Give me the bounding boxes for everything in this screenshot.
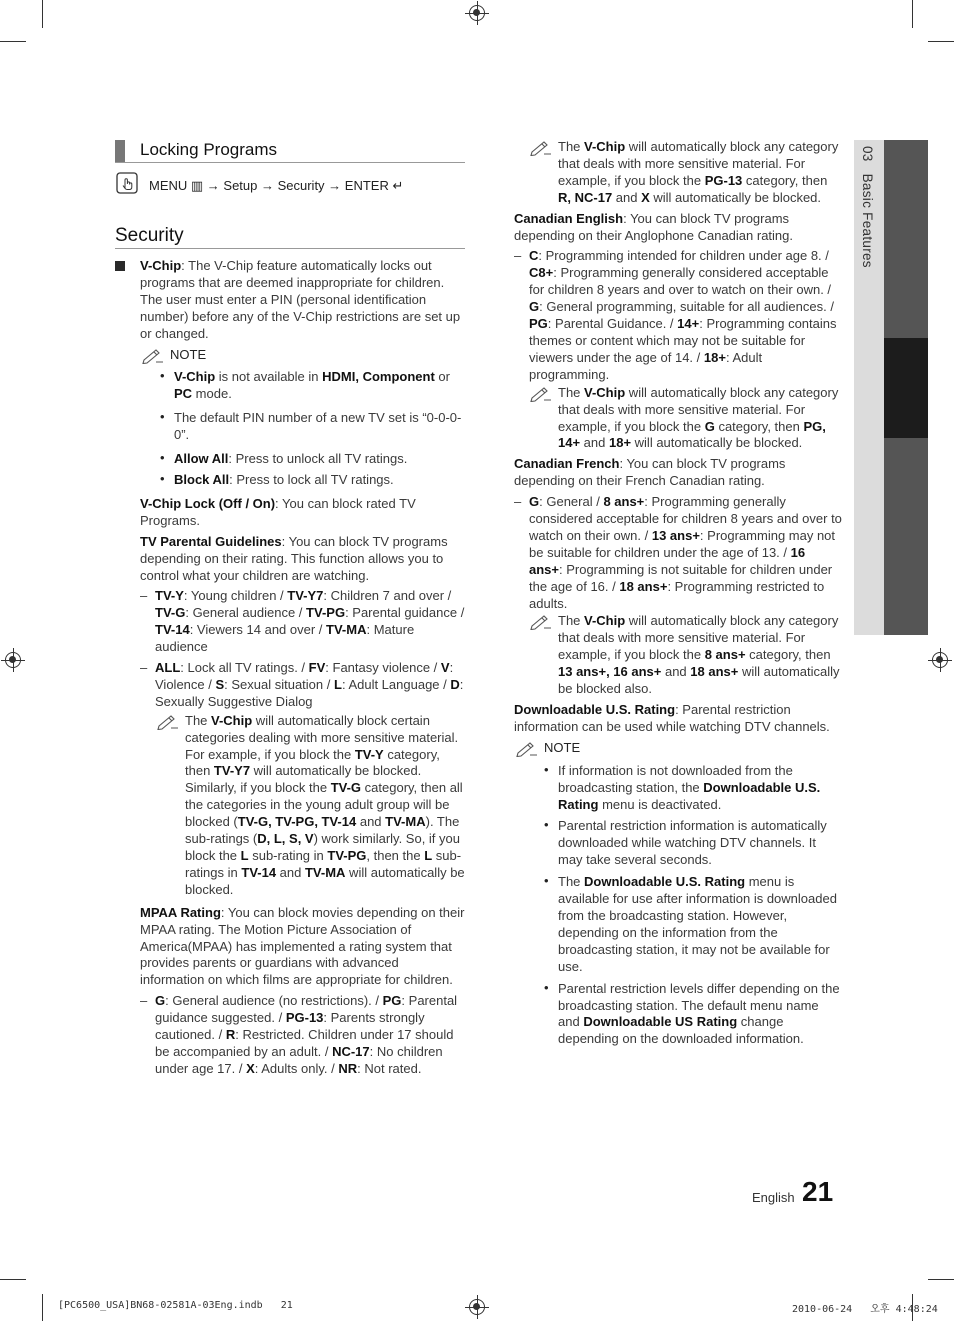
chapter-number: 03 <box>860 146 875 162</box>
canadian-english-note-text: The V-Chip will automatically block any category that deals with more sensitive material. For example, if you block the G category, then PG, 14+ and 18+ will automatically be blocked. <box>558 384 839 451</box>
square-bullet-icon <box>115 261 125 271</box>
chapter-tab-dark <box>884 438 928 635</box>
section-rule <box>115 162 465 163</box>
note-item: • Parental restriction levels differ depending on the broadcasting station. The default menu name and Downloadable US Rating change depending on the downloaded information. <box>544 981 842 1049</box>
canadian-english-note <box>528 385 842 453</box>
crop-mark <box>0 1279 26 1280</box>
note-item: • The default PIN number of a new TV set is “0-0-0-0”. <box>160 410 465 444</box>
registration-mark-icon <box>469 5 485 21</box>
note-item: • The Downloadable U.S. Rating menu is available for use after information is downloaded from the broadcasting station. However, depending on the information from the broadcasting station, it may not be available for use. <box>544 874 842 975</box>
note-label: NOTE <box>544 739 581 755</box>
tv-ratings-list: – TV-Y: Young children / TV-Y7: Children 7 and over / TV-G: General audience / TV-PG: Parental guidance / TV-14: Viewers 14 and over / TV-MA: Mature audience <box>140 588 465 656</box>
vchip-text: V-Chip: The V-Chip feature automatically locks out programs that are deemed inappropriate for children. The user must enter a PIN (personal identification number) before any of the V-Chip restrictions are set up or changed. <box>140 258 461 341</box>
canadian-english-list: – C: Programming intended for children under age 8. / C8+: Programming generally considered acceptable for children 8 years and over to watch on their own. / G: General programming, suitable for all audiences. / PG: Parental Guidance. / 14+: Programming contains themes or content which may not be suitable for viewers under the age of 14. / 18+: Adult programming. <box>514 248 842 383</box>
registration-mark-icon <box>932 652 948 668</box>
crop-mark <box>42 1294 43 1321</box>
crop-mark <box>928 41 954 42</box>
page-heading: Security <box>115 225 184 246</box>
canadian-french-paragraph: Canadian French: You can block TV programs depending on their French Canadian rating. <box>514 456 786 489</box>
chapter-label <box>860 146 875 268</box>
canadian-english-paragraph: Canadian English: You can block TV programs depending on their Anglophone Canadian rating. <box>514 210 794 243</box>
note-header <box>140 347 465 364</box>
mpaa-paragraph: MPAA Rating: You can block movies depending on their MPAA rating. The Motion Picture Association of America(MPAA) has implemented a rating system that provides parents or guardians with advanced information on which films are appropriate for children. <box>140 904 465 988</box>
menu-path: MENU ▥ → Setup → Security → ENTER ↵ <box>149 178 404 193</box>
mpaa-ratings-list: – G: General audience (no restrictions). / PG: Parental guidance suggested. / PG-13: Parents strongly cautioned. / R: Restricted. Children under 17 should be accompanied by an adult. / NC-17: No children under age 17. / X: Adults only. / NR: Not rated. <box>140 993 465 1078</box>
section-title: Locking Programs <box>140 140 278 159</box>
mpaa-note-text: The V-Chip will automatically block any category that deals with more sensitive material. For example, if you block the PG-13 category, then R, NC-17 and X will automatically be blocked. <box>558 139 839 205</box>
registration-mark-icon <box>5 652 21 668</box>
canadian-french-note-text: The V-Chip will automatically block any category that deals with more sensitive material. For example, if you block the 8 ans+ category, then 13 ans+, 16 ans+ and 18 ans+ will automatically be blocked also. <box>558 613 840 697</box>
mpaa-note <box>528 139 842 207</box>
heading-rule <box>115 248 465 249</box>
note-pencil-icon <box>530 386 552 402</box>
canadian-french-note <box>528 613 842 698</box>
crop-mark <box>42 0 43 28</box>
canadian-french-list: – G: General / 8 ans+: Programming generally considered acceptable for children 8 years and over to watch on their own. / 13 ans+: Programming may not be suitable for children under the age of 13. / 16 ans+: Programming is not suitable for children under the age of 16. / 18 ans+: Programming restricted to adults. <box>514 494 842 612</box>
right-column <box>514 139 842 1055</box>
note-pencil-icon <box>530 614 552 630</box>
note-item: • Allow All: Press to unlock all TV ratings. <box>160 451 465 468</box>
chapter-tab-dark <box>884 140 928 338</box>
note-item: • Parental restriction information is automatically downloaded while watching DTV channels. It may take several seconds. <box>544 818 842 869</box>
crop-mark <box>912 0 913 28</box>
chapter-title: Basic Features <box>860 173 875 268</box>
registration-mark-icon <box>469 1299 485 1315</box>
remote-hand-icon <box>116 172 138 194</box>
note-pencil-icon <box>516 741 538 757</box>
note-header <box>514 740 842 757</box>
note-item: • V-Chip is not available in HDMI, Component or PC mode. <box>160 369 465 403</box>
tv-ratings-note-text: The V-Chip will automatically block certain categories dealing with more sensitive material. For example, if you block the TV-Y category, then TV-Y7 will automatically be blocked. Similarly, if you block the TV-G category, then all the categories in the young adult group will be blocked (TV-G, TV-PG, TV-14 and TV-MA). The sub-ratings (D, L, S, V) work similarly. So, if you block the L sub-rating in TV-PG, then the L sub-ratings in TV-14 and TV-MA will automatically be blocked. <box>185 712 465 897</box>
tv-parental-paragraph: TV Parental Guidelines: You can block TV programs depending on their rating. This function allows you to control what your children are watching. <box>140 533 448 583</box>
note-pencil-icon <box>157 714 179 730</box>
tv-subratings-list: – ALL: Lock all TV ratings. / FV: Fantasy violence / V: Violence / S: Sexual situation / L: Adult Language / D: Sexually Suggestive Dialog <box>140 660 465 711</box>
print-file-info: [PC6500_USA]BN68-02581A-03Eng.indb 21 <box>58 1300 293 1311</box>
vchip-paragraph <box>115 258 465 343</box>
left-column <box>115 258 465 1082</box>
note-item: • Block All: Press to lock all TV ratings. <box>160 472 465 489</box>
crop-mark <box>0 41 26 42</box>
downloadable-rating-paragraph: Downloadable U.S. Rating: Parental restriction information can be used while watching DTV channels. <box>514 702 830 734</box>
section-marker <box>115 140 125 162</box>
chapter-tab-active <box>884 338 928 438</box>
note-item: • If information is not downloaded from the broadcasting station, the Downloadable U.S. Rating menu is deactivated. <box>544 763 842 814</box>
note-pencil-icon <box>530 140 552 156</box>
note-label: NOTE <box>170 346 207 362</box>
vchip-lock-paragraph: V-Chip Lock (Off / On): You can block rated TV Programs. <box>140 495 416 528</box>
tv-ratings-note <box>155 713 465 899</box>
page-number: 21 <box>802 1176 834 1207</box>
note-pencil-icon <box>142 348 164 364</box>
print-date-info: 2010-06-24 오후 4:48:24 <box>792 1304 938 1315</box>
footer-language: English <box>752 1190 795 1205</box>
crop-mark <box>928 1279 954 1280</box>
